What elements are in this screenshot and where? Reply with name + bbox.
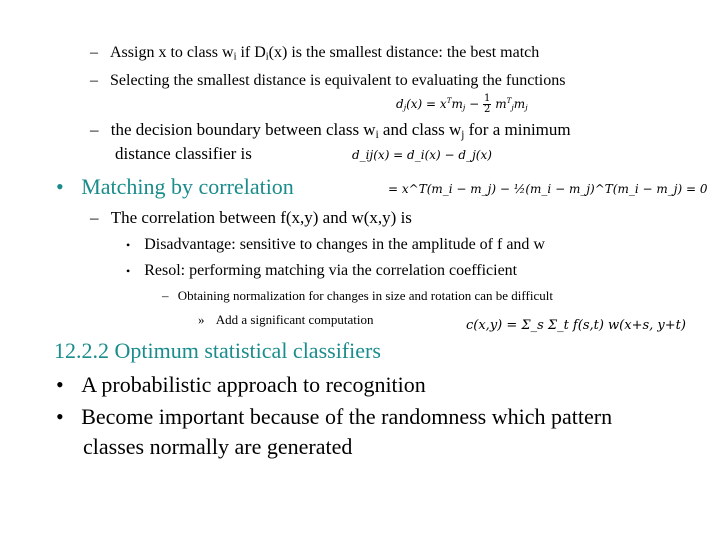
fraction-half: $\frac{1}{2}$: [484, 93, 491, 115]
normalization-line: [162, 288, 553, 304]
computation-line: [198, 312, 374, 328]
sub-bullet-marker: •: [126, 264, 131, 278]
boundary-cont-line: distance classifier is: [115, 144, 252, 163]
important-line: [56, 404, 612, 430]
dash-marker: –: [90, 72, 98, 89]
disadvantage-line: [126, 236, 545, 254]
resol-text: Resol: performing matching via the correlation coefficient: [144, 262, 518, 279]
dash-marker: –: [90, 44, 98, 61]
matching-text: Matching by correlation: [81, 174, 294, 199]
bullet-marker: •: [56, 372, 64, 397]
formula-dij: d_ij(x) = d_i(x) − d_j(x): [352, 148, 492, 162]
boundary-text: the decision boundary between class $w_i$ and class $w_j$ for a minimum: [110, 120, 571, 141]
formula-correlation: c(x,y) = Σ_s Σ_t f(s,t) w(x+s, y+t): [466, 318, 686, 333]
dash-marker: –: [162, 288, 169, 303]
normalization-text: Obtaining normalization for changes in size and rotation can be difficult: [177, 288, 553, 303]
matching-line: [56, 174, 294, 200]
important-cont-line: classes normally are generated: [83, 434, 353, 459]
correlation-line: [90, 208, 412, 228]
boundary-line: [90, 120, 571, 141]
computation-text: Add a significant computation: [215, 312, 374, 327]
assign-text: Assign x to class $w_i$ if $D_i(x)$ is the smallest distance: the best match: [110, 44, 540, 63]
selecting-line: [90, 72, 565, 90]
sub-bullet-marker: •: [126, 238, 131, 252]
selecting-text: Selecting the smallest distance is equivalent to evaluating the functions: [110, 72, 566, 89]
formula-dij-expanded: = x^T(m_i − m_j) − ½(m_i − m_j)^T(m_i − m_j) = 0: [388, 182, 708, 196]
section-heading: 12.2.2 Optimum statistical classifiers: [54, 338, 381, 363]
dash-marker: –: [90, 208, 99, 227]
important-text: Become important because of the randomness which pattern: [81, 404, 613, 429]
resol-line: [126, 262, 517, 280]
raquo-marker: »: [198, 312, 205, 327]
probabilistic-line: [56, 372, 426, 398]
formula-dj: $d_j(x) = x^Tm_j$ − $\frac{1}{2}$ $m^T_jm_j$: [396, 93, 528, 115]
bullet-marker: •: [56, 404, 64, 429]
bullet-marker: •: [56, 174, 64, 199]
assign-line: [90, 44, 539, 63]
disadvantage-text: Disadvantage: sensitive to changes in the amplitude of f and w: [144, 236, 545, 253]
correlation-text: The correlation between f(x,y) and w(x,y) is: [110, 208, 412, 227]
dash-marker: –: [90, 120, 99, 139]
probabilistic-text: A probabilistic approach to recognition: [81, 372, 426, 397]
